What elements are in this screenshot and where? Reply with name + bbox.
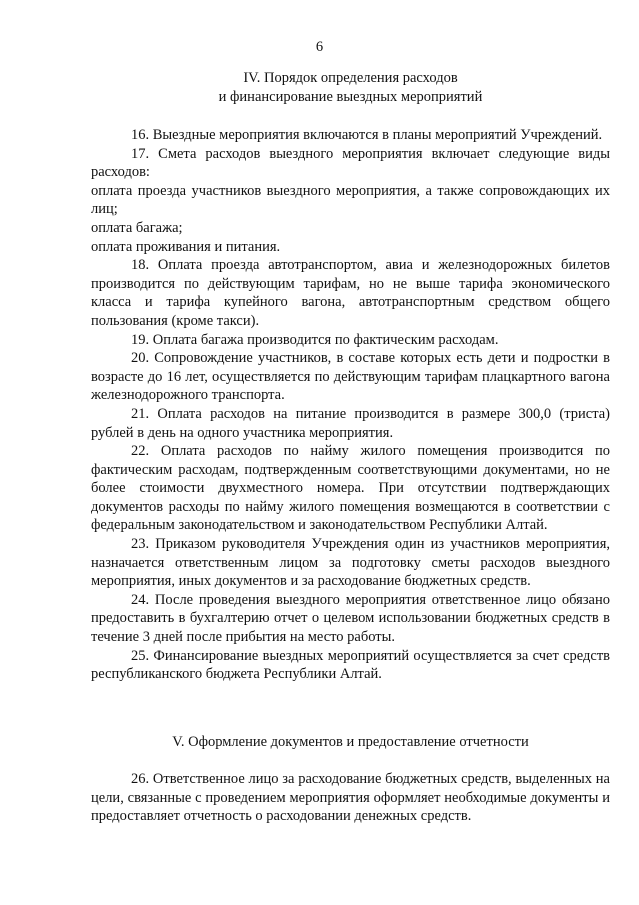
expense-item-accommodation: оплата проживания и питания.	[91, 238, 281, 255]
section-4-heading-line-1: IV. Порядок определения расходов	[243, 70, 458, 86]
paragraph-22: 22. Оплата расходов по найму жилого помещения производится по фактическим расходам, подтвержденным соответствующими документами, но не более стоимости двухместного номера. При отсутствии подтверждающих документов расходы по найму жилого помещения возмещаются в соответствии с федеральным законодательством и законодательством Республики Алтай.	[91, 443, 610, 534]
expense-item-baggage: оплата багажа;	[91, 219, 183, 236]
paragraph-21: 21. Оплата расходов на питание производится в размере 300,0 (триста) рублей в день на одного участника мероприятия.	[91, 405, 610, 441]
paragraph-16: 16. Выездные мероприятия включаются в планы мероприятий Учреждений.	[131, 127, 603, 143]
paragraph-23: 23. Приказом руководителя Учреждения один из участников мероприятия, назначается ответственным лицом за подготовку сметы расходов выездного мероприятия, иных документов и за расходование бюджетных средств.	[91, 536, 610, 590]
paragraph-17: 17. Смета расходов выездного мероприятия включает следующие виды расходов:	[91, 145, 610, 181]
paragraph-25: 25. Финансирование выездных мероприятий осуществляется за счет средств республиканского бюджета Республики Алтай.	[91, 647, 610, 683]
section-4-heading	[91, 69, 610, 106]
section-5-heading: V. Оформление документов и предоставление отчетности	[172, 734, 529, 750]
section-5-body	[91, 770, 610, 826]
paragraph-26: 26. Ответственное лицо за расходование бюджетных средств, выделенных на цели, связанные с проведением мероприятия оформляет необходимые документы и предоставляет отчетность о расходовании денежных средств.	[91, 771, 610, 825]
section-4-heading-line-2: и финансирование выездных мероприятий	[218, 88, 483, 105]
page-number: 6	[315, 39, 324, 55]
paragraph-20: 20. Сопровождение участников, в составе которых есть дети и подростки в возрасте до 16 лет, осуществляется по действующим тарифам плацкартного вагона железнодорожного транспорта.	[91, 350, 610, 404]
paragraph-19: 19. Оплата багажа производится по фактическим расходам.	[131, 331, 499, 348]
paragraph-18: 18. Оплата проезда автотранспортом, авиа и железнодорожных билетов производится по действующим тарифам, но не выше тарифа экономического класса и тарифа купейного вагона, автотранспортным средством общего пользования (кроме такси).	[91, 257, 610, 329]
section-4-body	[91, 126, 610, 684]
expense-item-travel: оплата проезда участников выездного мероприятия, а также сопровождающих их лиц;	[91, 182, 610, 218]
paragraph-24: 24. После проведения выездного мероприятия ответственное лицо обязано предоставить в бухгалтерию отчет о целевом использовании бюджетных средств в течение 3 дней после прибытия на место работы.	[91, 591, 610, 646]
